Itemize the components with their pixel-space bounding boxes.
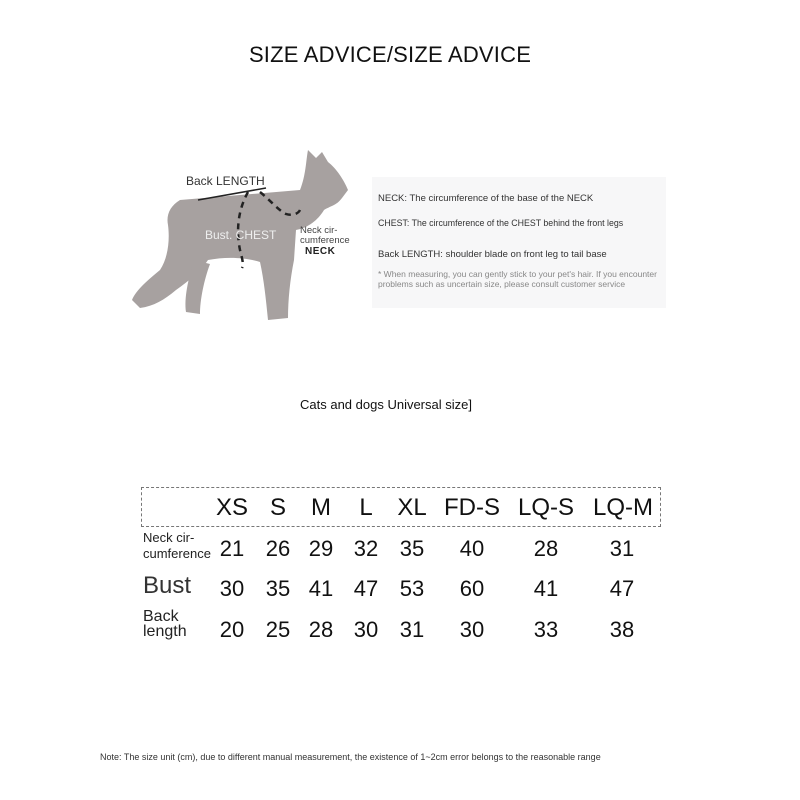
table-cell: 28 [533, 536, 559, 561]
table-cell: 35 [265, 576, 291, 601]
neck-caption: NECK [305, 246, 336, 257]
bust-chest-label: Bust. CHEST [205, 228, 277, 242]
info-chest: CHEST: The circumference of the CHEST behind the front legs [378, 218, 624, 228]
header-xs: XS [215, 494, 248, 521]
universal-size-subtitle: Cats and dogs Universal size] [300, 397, 472, 412]
header-s: S [269, 494, 286, 521]
row-label-bust: Bust [143, 572, 192, 599]
header-m: M [311, 494, 331, 521]
info-back-length: Back LENGTH: shoulder blade on front leg to tail base [378, 249, 607, 260]
table-cell: 30 [353, 617, 379, 642]
table-cell: 31 [609, 536, 635, 561]
table-cell: 40 [459, 536, 485, 561]
back-length-label: Back LENGTH [186, 174, 265, 188]
row-label-neck [143, 530, 221, 562]
table-cell: 41 [308, 576, 334, 601]
header-xl: XL [397, 494, 427, 521]
table-cell: 21 [219, 536, 245, 561]
table-cell: 38 [609, 617, 635, 642]
table-cell: 60 [459, 576, 485, 601]
table-cell: 26 [265, 536, 291, 561]
header-l: L [359, 494, 373, 521]
table-cell: 25 [265, 617, 291, 642]
table-cell: 35 [399, 536, 425, 561]
neck-circumference-label: Neck cir-cumference [300, 225, 350, 246]
table-cell: 53 [399, 576, 425, 601]
size-footnote: Note: The size unit (cm), due to different manual measurement, the existence of 1~2cm error belongs to the reasonable range [100, 752, 601, 762]
table-cell: 20 [219, 617, 245, 642]
table-cell: 29 [308, 536, 334, 561]
measurement-info-panel [372, 177, 666, 308]
table-cell: 30 [219, 576, 245, 601]
row-label-back-text: Back length [143, 608, 187, 640]
header-lq-s: LQ-S [517, 494, 574, 521]
table-cell: 28 [308, 617, 334, 642]
header-lq-m: LQ-M [593, 494, 653, 521]
table-cell: 47 [609, 576, 635, 601]
row-label-neck-text: Neck cir- cumference [143, 530, 211, 561]
info-neck: NECK: The circumference of the base of the NECK [378, 193, 594, 204]
table-cell: 47 [353, 576, 379, 601]
table-cell: 33 [533, 617, 559, 642]
table-cell: 32 [353, 536, 379, 561]
page-title: SIZE ADVICE/SIZE ADVICE [248, 42, 532, 67]
table-cell: 30 [459, 617, 485, 642]
info-measuring-note: * When measuring, you can gently stick to your pet's hair. If you encounter problems such as uncertain size, please consult customer service [378, 269, 657, 289]
row-label-back-length [143, 609, 203, 639]
table-cell: 31 [399, 617, 425, 642]
header-fd-s: FD-S [444, 494, 500, 521]
table-cell: 41 [533, 576, 559, 601]
